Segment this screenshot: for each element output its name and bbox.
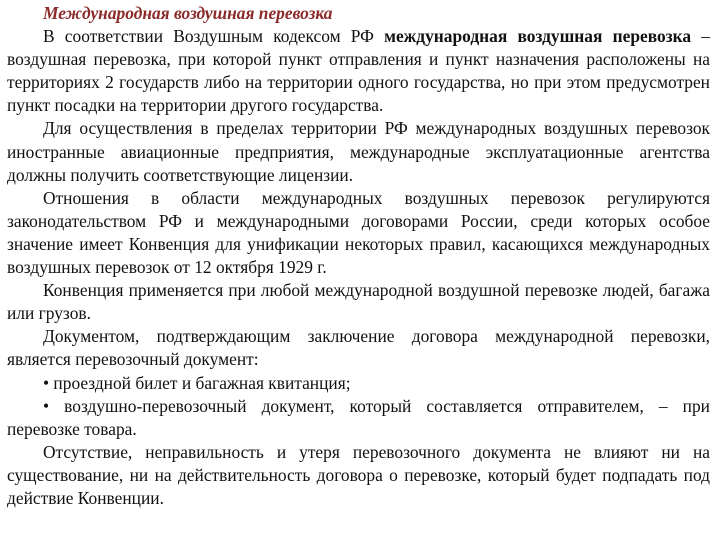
paragraph-definition-rest: – воздушная перевозка, при которой пункт отправления и пункт назначения расположены на территориях 2 государств либо на территории одного государства, но при этом предусмотрен пункт посадки на территории другого государства. [7, 26, 711, 116]
paragraph-regulation: Отношения в области международных воздушных перевозок регулируются законодательством РФ и международными договорами России, среди которых особое значение имеет Конвенция для унификации некоторых правил, касающихся международных воздушных перевозок от 12 октября 1929 г. [7, 187, 710, 278]
paragraph-document-absence: Отсутствие, неправильность и утеря перевозочного документа не влияют ни на существование, ни на действительность договора о перевозке, который будет подпадать под действие Конвенции. [7, 441, 710, 508]
bullet-air-waybill: • воздушно-перевозочный документ, который составляется отправителем, – при перевозке товара. [7, 395, 710, 439]
term-international-air-transport: международная воздушная перевозка [384, 26, 692, 47]
paragraph-transport-document: Документом, подтверждающим заключение договора международной перевозки, является перевозочный документ: [7, 326, 710, 370]
paragraph-definition-intro: В соответствии Воздушным кодексом РФ [43, 26, 385, 47]
paragraph-licenses: Для осуществления в пределах территории РФ международных воздушных перевозок иностранные авиационные предприятия, международные эксплуатационные агентства должны получить соответствующие лицензии. [7, 118, 710, 185]
paragraph-definition [7, 25, 710, 117]
document-body [7, 2, 710, 510]
paragraph-convention-scope: Конвенция применяется при любой международной воздушной перевозке людей, багажа или грузов. [7, 280, 710, 324]
bullet-ticket: • проездной билет и багажная квитанция; [43, 372, 351, 393]
document-title: Международная воздушная перевозка [43, 3, 333, 23]
